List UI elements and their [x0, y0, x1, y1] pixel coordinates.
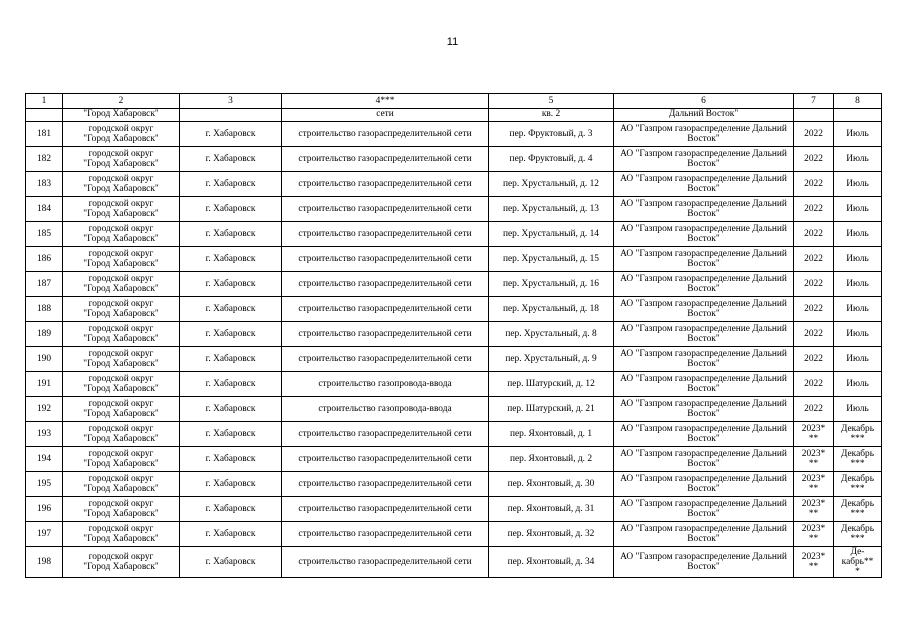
row-number-cell: 198: [26, 547, 63, 578]
row-number-cell: 193: [26, 422, 63, 447]
year-cell: 2023* **: [794, 497, 834, 522]
year-cell: 2022: [794, 372, 834, 397]
row-number-cell: 195: [26, 472, 63, 497]
work-type-cell: строительство газораспределительной сети: [282, 197, 489, 222]
operator-cell: АО "Газпром газораспределение Дальний Восток": [614, 497, 794, 522]
continuation-cell: [26, 109, 63, 122]
settlement-cell: г. Хабаровск: [180, 372, 282, 397]
settlement-cell: г. Хабаровск: [180, 272, 282, 297]
operator-cell: АО "Газпром газораспределение Дальний Восток": [614, 397, 794, 422]
operator-cell: АО "Газпром газораспределение Дальний Восток": [614, 172, 794, 197]
month-cell: Июль: [834, 197, 882, 222]
operator-cell: АО "Газпром газораспределение Дальний Восток": [614, 447, 794, 472]
row-number-cell: 183: [26, 172, 63, 197]
municipality-cell: городской округ "Город Хабаровск": [63, 297, 180, 322]
settlement-cell: г. Хабаровск: [180, 472, 282, 497]
operator-cell: АО "Газпром газораспределение Дальний Восток": [614, 472, 794, 497]
address-cell: пер. Хрустальный, д. 14: [489, 222, 614, 247]
header-cell: 2: [63, 94, 180, 109]
address-cell: пер. Яхонтовый, д. 1: [489, 422, 614, 447]
table-row: [26, 272, 882, 297]
operator-cell: АО "Газпром газораспределение Дальний Восток": [614, 372, 794, 397]
row-number-cell: 187: [26, 272, 63, 297]
row-number-cell: 182: [26, 147, 63, 172]
municipality-cell: городской округ "Город Хабаровск": [63, 272, 180, 297]
row-number-cell: 181: [26, 122, 63, 147]
municipality-cell: городской округ "Город Хабаровск": [63, 497, 180, 522]
year-cell: 2022: [794, 397, 834, 422]
operator-cell: АО "Газпром газораспределение Дальний Восток": [614, 272, 794, 297]
address-cell: пер. Хрустальный, д. 13: [489, 197, 614, 222]
address-cell: пер. Фруктовый, д. 3: [489, 122, 614, 147]
operator-cell: АО "Газпром газораспределение Дальний Восток": [614, 197, 794, 222]
settlement-cell: г. Хабаровск: [180, 547, 282, 578]
work-type-cell: строительство газопровода-ввода: [282, 372, 489, 397]
year-cell: 2023* **: [794, 522, 834, 547]
continuation-cell: Дальний Восток": [614, 109, 794, 122]
table-row: [26, 247, 882, 272]
gasification-table: [25, 93, 882, 578]
row-number-cell: 190: [26, 347, 63, 372]
month-cell: Декабрь ***: [834, 497, 882, 522]
work-type-cell: строительство газораспределительной сети: [282, 147, 489, 172]
month-cell: Июль: [834, 397, 882, 422]
year-cell: 2022: [794, 272, 834, 297]
header-cell: 3: [180, 94, 282, 109]
continuation-cell: "Город Хабаровск": [63, 109, 180, 122]
header-cell: 5: [489, 94, 614, 109]
operator-cell: АО "Газпром газораспределение Дальний Восток": [614, 322, 794, 347]
row-number-cell: 196: [26, 497, 63, 522]
municipality-cell: городской округ "Город Хабаровск": [63, 472, 180, 497]
address-cell: пер. Яхонтовый, д. 2: [489, 447, 614, 472]
address-cell: пер. Яхонтовый, д. 34: [489, 547, 614, 578]
work-type-cell: строительство газораспределительной сети: [282, 447, 489, 472]
work-type-cell: строительство газораспределительной сети: [282, 497, 489, 522]
header-row: [26, 94, 882, 109]
year-cell: 2022: [794, 347, 834, 372]
address-cell: пер. Яхонтовый, д. 31: [489, 497, 614, 522]
municipality-cell: городской округ "Город Хабаровск": [63, 547, 180, 578]
work-type-cell: строительство газораспределительной сети: [282, 472, 489, 497]
operator-cell: АО "Газпром газораспределение Дальний Восток": [614, 247, 794, 272]
settlement-cell: г. Хабаровск: [180, 122, 282, 147]
year-cell: 2023* **: [794, 472, 834, 497]
work-type-cell: строительство газораспределительной сети: [282, 297, 489, 322]
continuation-cell: [834, 109, 882, 122]
table-row: [26, 322, 882, 347]
settlement-cell: г. Хабаровск: [180, 347, 282, 372]
continuation-row: [26, 109, 882, 122]
row-number-cell: 189: [26, 322, 63, 347]
year-cell: 2022: [794, 147, 834, 172]
table-row: [26, 422, 882, 447]
year-cell: 2023* **: [794, 422, 834, 447]
row-number-cell: 185: [26, 222, 63, 247]
continuation-cell: [180, 109, 282, 122]
month-cell: Декабрь ***: [834, 422, 882, 447]
header-cell: 6: [614, 94, 794, 109]
municipality-cell: городской округ "Город Хабаровск": [63, 197, 180, 222]
work-type-cell: строительство газопровода-ввода: [282, 397, 489, 422]
work-type-cell: строительство газораспределительной сети: [282, 247, 489, 272]
continuation-cell: кв. 2: [489, 109, 614, 122]
year-cell: 2023* **: [794, 547, 834, 578]
settlement-cell: г. Хабаровск: [180, 297, 282, 322]
address-cell: пер. Яхонтовый, д. 30: [489, 472, 614, 497]
month-cell: Июль: [834, 372, 882, 397]
settlement-cell: г. Хабаровск: [180, 422, 282, 447]
municipality-cell: городской округ "Город Хабаровск": [63, 397, 180, 422]
operator-cell: АО "Газпром газораспределение Дальний Восток": [614, 422, 794, 447]
settlement-cell: г. Хабаровск: [180, 322, 282, 347]
header-cell: 4***: [282, 94, 489, 109]
work-type-cell: строительство газораспределительной сети: [282, 422, 489, 447]
table-row: [26, 472, 882, 497]
row-number-cell: 184: [26, 197, 63, 222]
work-type-cell: строительство газораспределительной сети: [282, 122, 489, 147]
table-row: [26, 197, 882, 222]
settlement-cell: г. Хабаровск: [180, 247, 282, 272]
municipality-cell: городской округ "Город Хабаровск": [63, 172, 180, 197]
table-row: [26, 372, 882, 397]
settlement-cell: г. Хабаровск: [180, 447, 282, 472]
row-number-cell: 194: [26, 447, 63, 472]
operator-cell: АО "Газпром газораспределение Дальний Восток": [614, 297, 794, 322]
settlement-cell: г. Хабаровск: [180, 222, 282, 247]
work-type-cell: строительство газораспределительной сети: [282, 222, 489, 247]
municipality-cell: городской округ "Город Хабаровск": [63, 247, 180, 272]
operator-cell: АО "Газпром газораспределение Дальний Восток": [614, 547, 794, 578]
municipality-cell: городской округ "Город Хабаровск": [63, 447, 180, 472]
month-cell: Де- кабрь** *: [834, 547, 882, 578]
work-type-cell: строительство газораспределительной сети: [282, 322, 489, 347]
operator-cell: АО "Газпром газораспределение Дальний Восток": [614, 147, 794, 172]
municipality-cell: городской округ "Город Хабаровск": [63, 147, 180, 172]
work-type-cell: строительство газораспределительной сети: [282, 547, 489, 578]
municipality-cell: городской округ "Город Хабаровск": [63, 372, 180, 397]
settlement-cell: г. Хабаровск: [180, 197, 282, 222]
settlement-cell: г. Хабаровск: [180, 497, 282, 522]
work-type-cell: строительство газораспределительной сети: [282, 522, 489, 547]
month-cell: Июль: [834, 122, 882, 147]
month-cell: Июль: [834, 172, 882, 197]
work-type-cell: строительство газораспределительной сети: [282, 272, 489, 297]
header-cell: 8: [834, 94, 882, 109]
table-row: [26, 447, 882, 472]
month-cell: Июль: [834, 322, 882, 347]
work-type-cell: строительство газораспределительной сети: [282, 172, 489, 197]
month-cell: Июль: [834, 222, 882, 247]
address-cell: пер. Хрустальный, д. 12: [489, 172, 614, 197]
settlement-cell: г. Хабаровск: [180, 147, 282, 172]
table-row: [26, 222, 882, 247]
work-type-cell: строительство газораспределительной сети: [282, 347, 489, 372]
continuation-cell: [794, 109, 834, 122]
table-row: [26, 147, 882, 172]
municipality-cell: городской округ "Город Хабаровск": [63, 222, 180, 247]
address-cell: пер. Хрустальный, д. 16: [489, 272, 614, 297]
operator-cell: АО "Газпром газораспределение Дальний Восток": [614, 222, 794, 247]
row-number-cell: 186: [26, 247, 63, 272]
address-cell: пер. Фруктовый, д. 4: [489, 147, 614, 172]
table-row: [26, 397, 882, 422]
settlement-cell: г. Хабаровск: [180, 172, 282, 197]
month-cell: Июль: [834, 272, 882, 297]
row-number-cell: 192: [26, 397, 63, 422]
year-cell: 2022: [794, 247, 834, 272]
header-cell: 1: [26, 94, 63, 109]
month-cell: Декабрь ***: [834, 522, 882, 547]
row-number-cell: 197: [26, 522, 63, 547]
header-cell: 7: [794, 94, 834, 109]
table-body: [26, 94, 882, 578]
address-cell: пер. Хрустальный, д. 8: [489, 322, 614, 347]
address-cell: пер. Хрустальный, д. 18: [489, 297, 614, 322]
table-row: [26, 122, 882, 147]
address-cell: пер. Яхонтовый, д. 32: [489, 522, 614, 547]
table-row: [26, 497, 882, 522]
month-cell: Июль: [834, 247, 882, 272]
table-row: [26, 172, 882, 197]
year-cell: 2022: [794, 172, 834, 197]
month-cell: Декабрь ***: [834, 447, 882, 472]
year-cell: 2022: [794, 297, 834, 322]
operator-cell: АО "Газпром газораспределение Дальний Восток": [614, 122, 794, 147]
year-cell: 2022: [794, 122, 834, 147]
municipality-cell: городской округ "Город Хабаровск": [63, 122, 180, 147]
operator-cell: АО "Газпром газораспределение Дальний Восток": [614, 522, 794, 547]
settlement-cell: г. Хабаровск: [180, 522, 282, 547]
year-cell: 2022: [794, 197, 834, 222]
table-row: [26, 347, 882, 372]
address-cell: пер. Шатурский, д. 21: [489, 397, 614, 422]
table-row: [26, 522, 882, 547]
address-cell: пер. Хрустальный, д. 9: [489, 347, 614, 372]
year-cell: 2022: [794, 322, 834, 347]
month-cell: Июль: [834, 147, 882, 172]
municipality-cell: городской округ "Город Хабаровск": [63, 522, 180, 547]
municipality-cell: городской округ "Город Хабаровск": [63, 422, 180, 447]
operator-cell: АО "Газпром газораспределение Дальний Восток": [614, 347, 794, 372]
page-number: 11: [446, 36, 459, 48]
year-cell: 2023* **: [794, 447, 834, 472]
municipality-cell: городской округ "Город Хабаровск": [63, 347, 180, 372]
municipality-cell: городской округ "Город Хабаровск": [63, 322, 180, 347]
address-cell: пер. Шатурский, д. 12: [489, 372, 614, 397]
table-row: [26, 297, 882, 322]
row-number-cell: 188: [26, 297, 63, 322]
month-cell: Июль: [834, 297, 882, 322]
table-row: [26, 547, 882, 578]
year-cell: 2022: [794, 222, 834, 247]
continuation-cell: сети: [282, 109, 489, 122]
month-cell: Июль: [834, 347, 882, 372]
month-cell: Декабрь ***: [834, 472, 882, 497]
address-cell: пер. Хрустальный, д. 15: [489, 247, 614, 272]
row-number-cell: 191: [26, 372, 63, 397]
settlement-cell: г. Хабаровск: [180, 397, 282, 422]
